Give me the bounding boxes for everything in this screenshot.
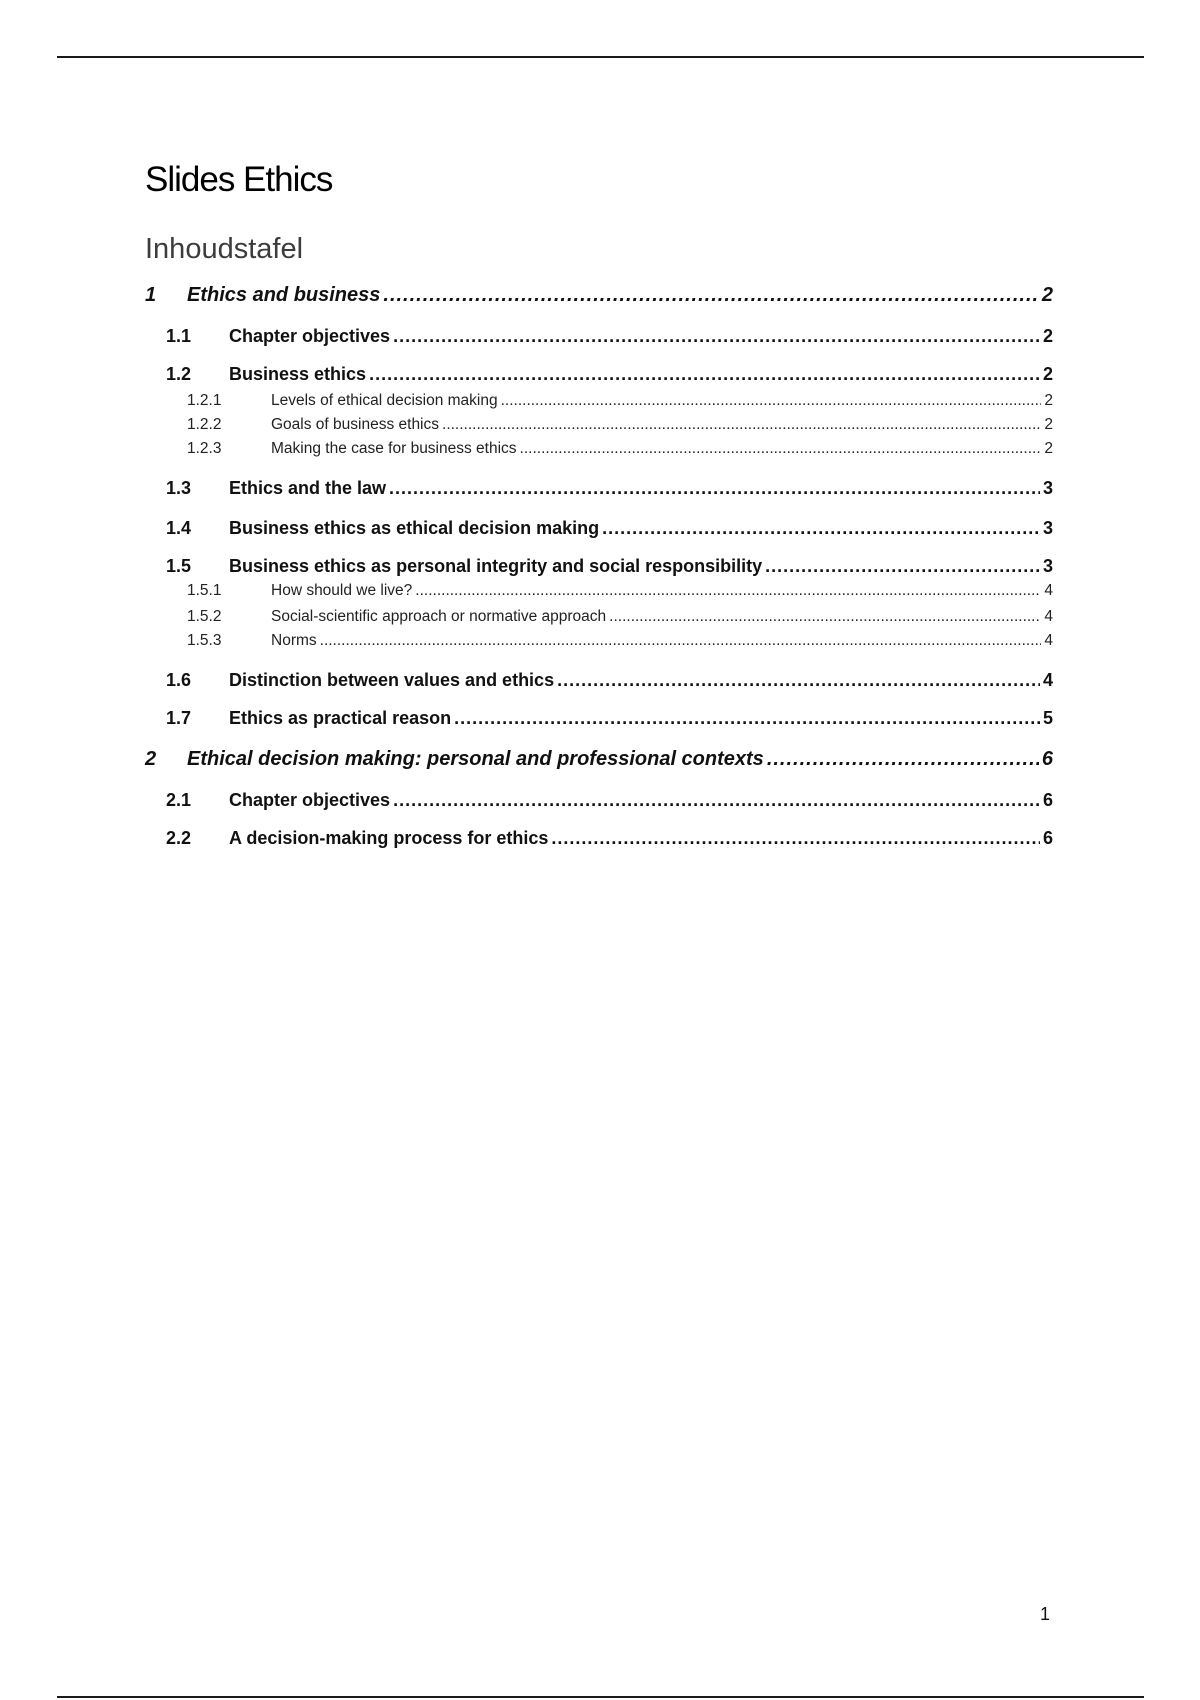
toc-entry-1-3[interactable] <box>145 478 1053 499</box>
toc-entry-page: 2 <box>1044 416 1053 433</box>
toc-entry-label: Business ethics as ethical decision making <box>229 518 600 538</box>
toc-entry-number: 2.1 <box>166 790 192 810</box>
footer-rule <box>57 1696 1144 1698</box>
dot-leader <box>389 478 1040 499</box>
toc-entry-page: 6 <box>1041 748 1053 770</box>
toc-entry-number: 2.2 <box>166 828 192 848</box>
dot-leader <box>442 416 1041 434</box>
toc-entry-number: 1.5.2 <box>187 608 222 625</box>
dot-leader <box>551 828 1040 849</box>
toc-entry-1-5-3[interactable] <box>145 632 1053 650</box>
toc-entry-number: 1.7 <box>166 708 192 728</box>
toc-entry-page: 2 <box>1042 364 1053 384</box>
toc-entry-page: 3 <box>1042 556 1053 576</box>
dot-leader <box>415 582 1041 600</box>
toc-entry-number: 1.2.2 <box>187 416 222 433</box>
toc-entry-number: 1.5.1 <box>187 582 222 599</box>
toc-entry-page: 6 <box>1042 790 1053 810</box>
toc-entry-label: Ethics and business <box>187 284 381 306</box>
toc-entry-page: 2 <box>1044 440 1053 457</box>
toc-entry-label: Business ethics <box>229 364 367 384</box>
toc-entry-label: Norms <box>271 632 317 649</box>
dot-leader <box>767 748 1039 771</box>
toc-entry-number: 1.3 <box>166 478 192 498</box>
toc-entry-1-2[interactable] <box>145 364 1053 385</box>
toc-entry-number: 1 <box>145 284 157 306</box>
toc-entry-number: 1.4 <box>166 518 192 538</box>
toc-entry-1-2-1[interactable] <box>145 392 1053 410</box>
toc-entry-label: Chapter objectives <box>229 790 391 810</box>
toc-entry-1[interactable] <box>145 284 1053 307</box>
toc-entry-page: 2 <box>1042 326 1053 346</box>
page-number: 1 <box>1040 1604 1051 1624</box>
header-rule <box>57 56 1144 58</box>
dot-leader <box>320 632 1042 650</box>
toc-entry-1-5[interactable] <box>145 556 1053 577</box>
toc-entry-page: 2 <box>1044 392 1053 409</box>
dot-leader <box>602 518 1040 539</box>
toc-entry-2-1[interactable] <box>145 790 1053 811</box>
dot-leader <box>393 790 1040 811</box>
toc-entry-page: 4 <box>1044 582 1053 599</box>
toc-entry-number: 1.2.3 <box>187 440 222 457</box>
toc-entry-1-5-2[interactable] <box>145 608 1053 626</box>
toc-entry-1-4[interactable] <box>145 518 1053 539</box>
toc-entry-1-2-3[interactable] <box>145 440 1053 458</box>
toc-entry-page: 4 <box>1044 632 1053 649</box>
toc-entry-number: 1.5 <box>166 556 192 576</box>
document-title: Slides Ethics <box>145 160 333 199</box>
toc-entry-label: Business ethics as personal integrity and social responsibility <box>229 556 763 576</box>
dot-leader <box>765 556 1040 577</box>
toc-entry-page: 5 <box>1042 708 1053 728</box>
toc-entry-2[interactable] <box>145 748 1053 771</box>
toc-entry-number: 1.5.3 <box>187 632 222 649</box>
dot-leader <box>454 708 1040 729</box>
toc-entry-label: Levels of ethical decision making <box>271 392 498 409</box>
toc-entry-label: How should we live? <box>271 582 413 599</box>
toc-heading: Inhoudstafel <box>145 233 304 265</box>
toc-entry-1-5-1[interactable] <box>145 582 1053 600</box>
toc-entry-label: A decision-making process for ethics <box>229 828 549 848</box>
toc-entry-number: 1.2 <box>166 364 192 384</box>
toc-entry-label: Social-scientific approach or normative approach <box>271 608 607 625</box>
toc-entry-label: Ethics and the law <box>229 478 387 498</box>
toc-entry-1-1[interactable] <box>145 326 1053 347</box>
toc-entry-label: Making the case for business ethics <box>271 440 517 457</box>
toc-entry-1-6[interactable] <box>145 670 1053 691</box>
toc-entry-2-2[interactable] <box>145 828 1053 849</box>
toc-entry-page: 3 <box>1042 518 1053 538</box>
toc-entry-label: Ethics as practical reason <box>229 708 452 728</box>
dot-leader <box>369 364 1040 385</box>
toc-entry-number: 1.6 <box>166 670 192 690</box>
toc-entry-number: 1.2.1 <box>187 392 222 409</box>
dot-leader <box>383 284 1038 307</box>
toc-entry-label: Goals of business ethics <box>271 416 440 433</box>
toc-entry-label: Distinction between values and ethics <box>229 670 555 690</box>
toc-entry-page: 3 <box>1042 478 1053 498</box>
dot-leader <box>609 608 1041 626</box>
dot-leader <box>520 440 1042 458</box>
dot-leader <box>557 670 1040 691</box>
toc-entry-label: Ethical decision making: personal and professional contexts <box>187 748 764 770</box>
dot-leader <box>501 392 1042 410</box>
dot-leader <box>393 326 1040 347</box>
toc-entry-page: 4 <box>1042 670 1053 690</box>
toc-entry-1-7[interactable] <box>145 708 1053 729</box>
toc-entry-number: 2 <box>145 748 157 770</box>
toc-entry-label: Chapter objectives <box>229 326 391 346</box>
toc-entry-page: 6 <box>1042 828 1053 848</box>
toc-entry-1-2-2[interactable] <box>145 416 1053 434</box>
toc-entry-page: 4 <box>1044 608 1053 625</box>
toc-entry-number: 1.1 <box>166 326 192 346</box>
toc-entry-page: 2 <box>1041 284 1053 306</box>
